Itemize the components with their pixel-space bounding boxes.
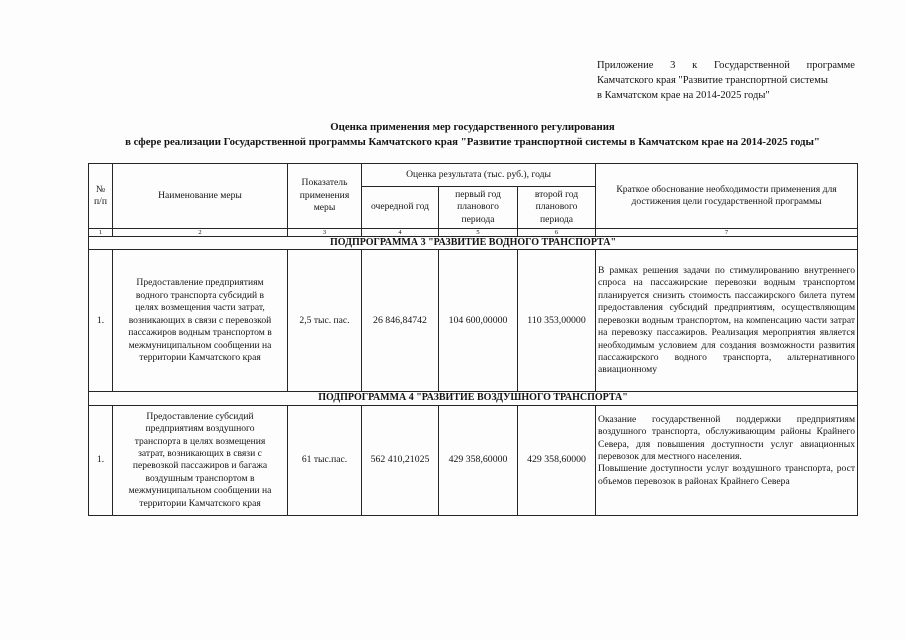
col-number: 7 (596, 229, 858, 237)
header-second-year-line: планового (535, 201, 578, 213)
appendix-line-3: в Камчатском крае на 2014-2025 годы" (597, 90, 770, 101)
header-second-year (518, 187, 596, 229)
justification-paragraph: Повышение доступности услуг воздушного транспорта, рост объемов перевозок в районах Крайнего Севера (598, 463, 856, 487)
value-second-year: 110 353,00000 (518, 250, 596, 392)
appendix-word: к (692, 60, 698, 71)
header-estimate: Оценка результата (тыс. руб.), годы (362, 164, 596, 187)
measure-name-line: предприятиям воздушного (145, 423, 255, 435)
measure-name-line: возникающих в связи с перевозкой (128, 314, 272, 326)
measure-name-line: пассажиров водным транспортом в (128, 327, 272, 339)
document-title: Оценка применения мер государственного регулирования (330, 121, 615, 133)
header-current-year: очередной год (362, 187, 439, 229)
measure-name (113, 250, 288, 392)
col-number: 3 (288, 229, 362, 237)
header-name: Наименование меры (113, 164, 288, 229)
appendix-line-2: Камчатского края "Развитие транспортной системы (597, 75, 828, 86)
row-num: 1. (89, 250, 113, 392)
value-second-year: 429 358,60000 (518, 405, 596, 515)
column-number-row (89, 229, 858, 237)
col-number: 6 (518, 229, 596, 237)
header-first-year-line: первый год (455, 188, 501, 200)
value-first-year: 104 600,00000 (439, 250, 518, 392)
measure-name-line: водного транспорта субсидий в (135, 289, 265, 301)
header-first-year (439, 187, 518, 229)
header-first-year-line: периода (461, 213, 495, 225)
measure-name-line: межмуниципальном сообщении на (128, 485, 272, 497)
table-row (89, 250, 858, 392)
header-indicator-line: меры (313, 202, 336, 214)
header-indicator-line: Показатель (301, 177, 348, 189)
appendix-line-1 (597, 58, 855, 73)
col-number: 4 (362, 229, 439, 237)
measure-indicator: 61 тыс.пас. (288, 405, 362, 515)
subprogram-4-title: ПОДПРОГРАММА 4 "РАЗВИТИЕ ВОЗДУШНОГО ТРАНСПОРТА" (89, 392, 858, 405)
measure-name-line: Предоставление субсидий (146, 410, 254, 422)
measure-name-line: Предоставление предприятиям (136, 277, 264, 289)
header-num (89, 164, 113, 229)
measure-name-line: перевозкой пассажиров и багажа (132, 460, 268, 472)
header-row (89, 164, 858, 187)
measure-name-line: воздушным транспортом в (145, 472, 255, 484)
header-indicator (288, 164, 362, 229)
measure-name-line: затрат, возникающих в связи с (138, 447, 262, 459)
header-num-line: № (95, 183, 106, 195)
document-subtitle: в сфере реализации Государственной программы Камчатского края "Развитие транспортной системы в Камчатском крае на 2014-2025 годы" (125, 136, 820, 148)
subprogram-row (89, 392, 858, 405)
measure-name (113, 405, 288, 515)
measure-indicator: 2,5 тыс. пас. (288, 250, 362, 392)
header-indicator-line: применения (299, 189, 350, 201)
appendix-word: Государственной (713, 60, 790, 71)
header-justification-line: Краткое обоснование необходимости применения для (616, 183, 837, 195)
value-current-year: 562 410,21025 (362, 405, 439, 515)
value-current-year: 26 846,84742 (362, 250, 439, 392)
header-second-year-line: второй год (534, 188, 579, 200)
justification-paragraph: Оказание государственной поддержки предприятиям воздушного транспорта, обслуживающим районы Крайнего Севера, для повышения доступности услуг авиационных перевозок для местного населения. (598, 413, 856, 463)
measure-name-line: целях возмещения части затрат, (135, 302, 265, 314)
row-num: 1. (89, 405, 113, 515)
appendix-word: Приложение (597, 60, 654, 71)
appendix-note (597, 58, 855, 103)
appendix-word: программе (806, 60, 855, 71)
measure-name-line: территории Камчатского края (139, 351, 261, 363)
col-number: 5 (439, 229, 518, 237)
col-number: 1 (89, 229, 113, 237)
subprogram-3-title: ПОДПРОГРАММА 3 "РАЗВИТИЕ ВОДНОГО ТРАНСПОРТА" (89, 237, 858, 250)
header-justification-line: достижения цели государственной программы (631, 196, 822, 207)
value-first-year: 429 358,60000 (439, 405, 518, 515)
measure-name-line: транспорта в целях возмещения (134, 435, 266, 447)
col-number: 2 (113, 229, 288, 237)
measure-justification (596, 405, 858, 515)
measure-name-line: территории Камчатского края (139, 497, 261, 509)
table-row (89, 405, 858, 515)
header-num-line: п/п (94, 196, 107, 207)
measure-justification: В рамках решения задачи по стимулированию внутреннего спроса на пассажирские перевозки водным транспортом планируется снизить стоимость пассажирского билета путем предоставления субсидий предприятиям, осуществляющим перевозки водным транспортом, на компенсацию части затрат на перевозку пассажиров. Реализация мероприятия является необходимым условием для создания возможности развития пассажирского водного транспорта, альтернативного авиационному (596, 250, 858, 392)
subprogram-row (89, 237, 858, 250)
measure-name-line: межмуниципальном сообщении на (128, 339, 272, 351)
header-justification (596, 164, 858, 229)
measures-table (88, 163, 858, 516)
appendix-number: 3 (670, 60, 676, 71)
header-first-year-line: планового (457, 201, 499, 213)
header-second-year-line: периода (540, 213, 573, 225)
